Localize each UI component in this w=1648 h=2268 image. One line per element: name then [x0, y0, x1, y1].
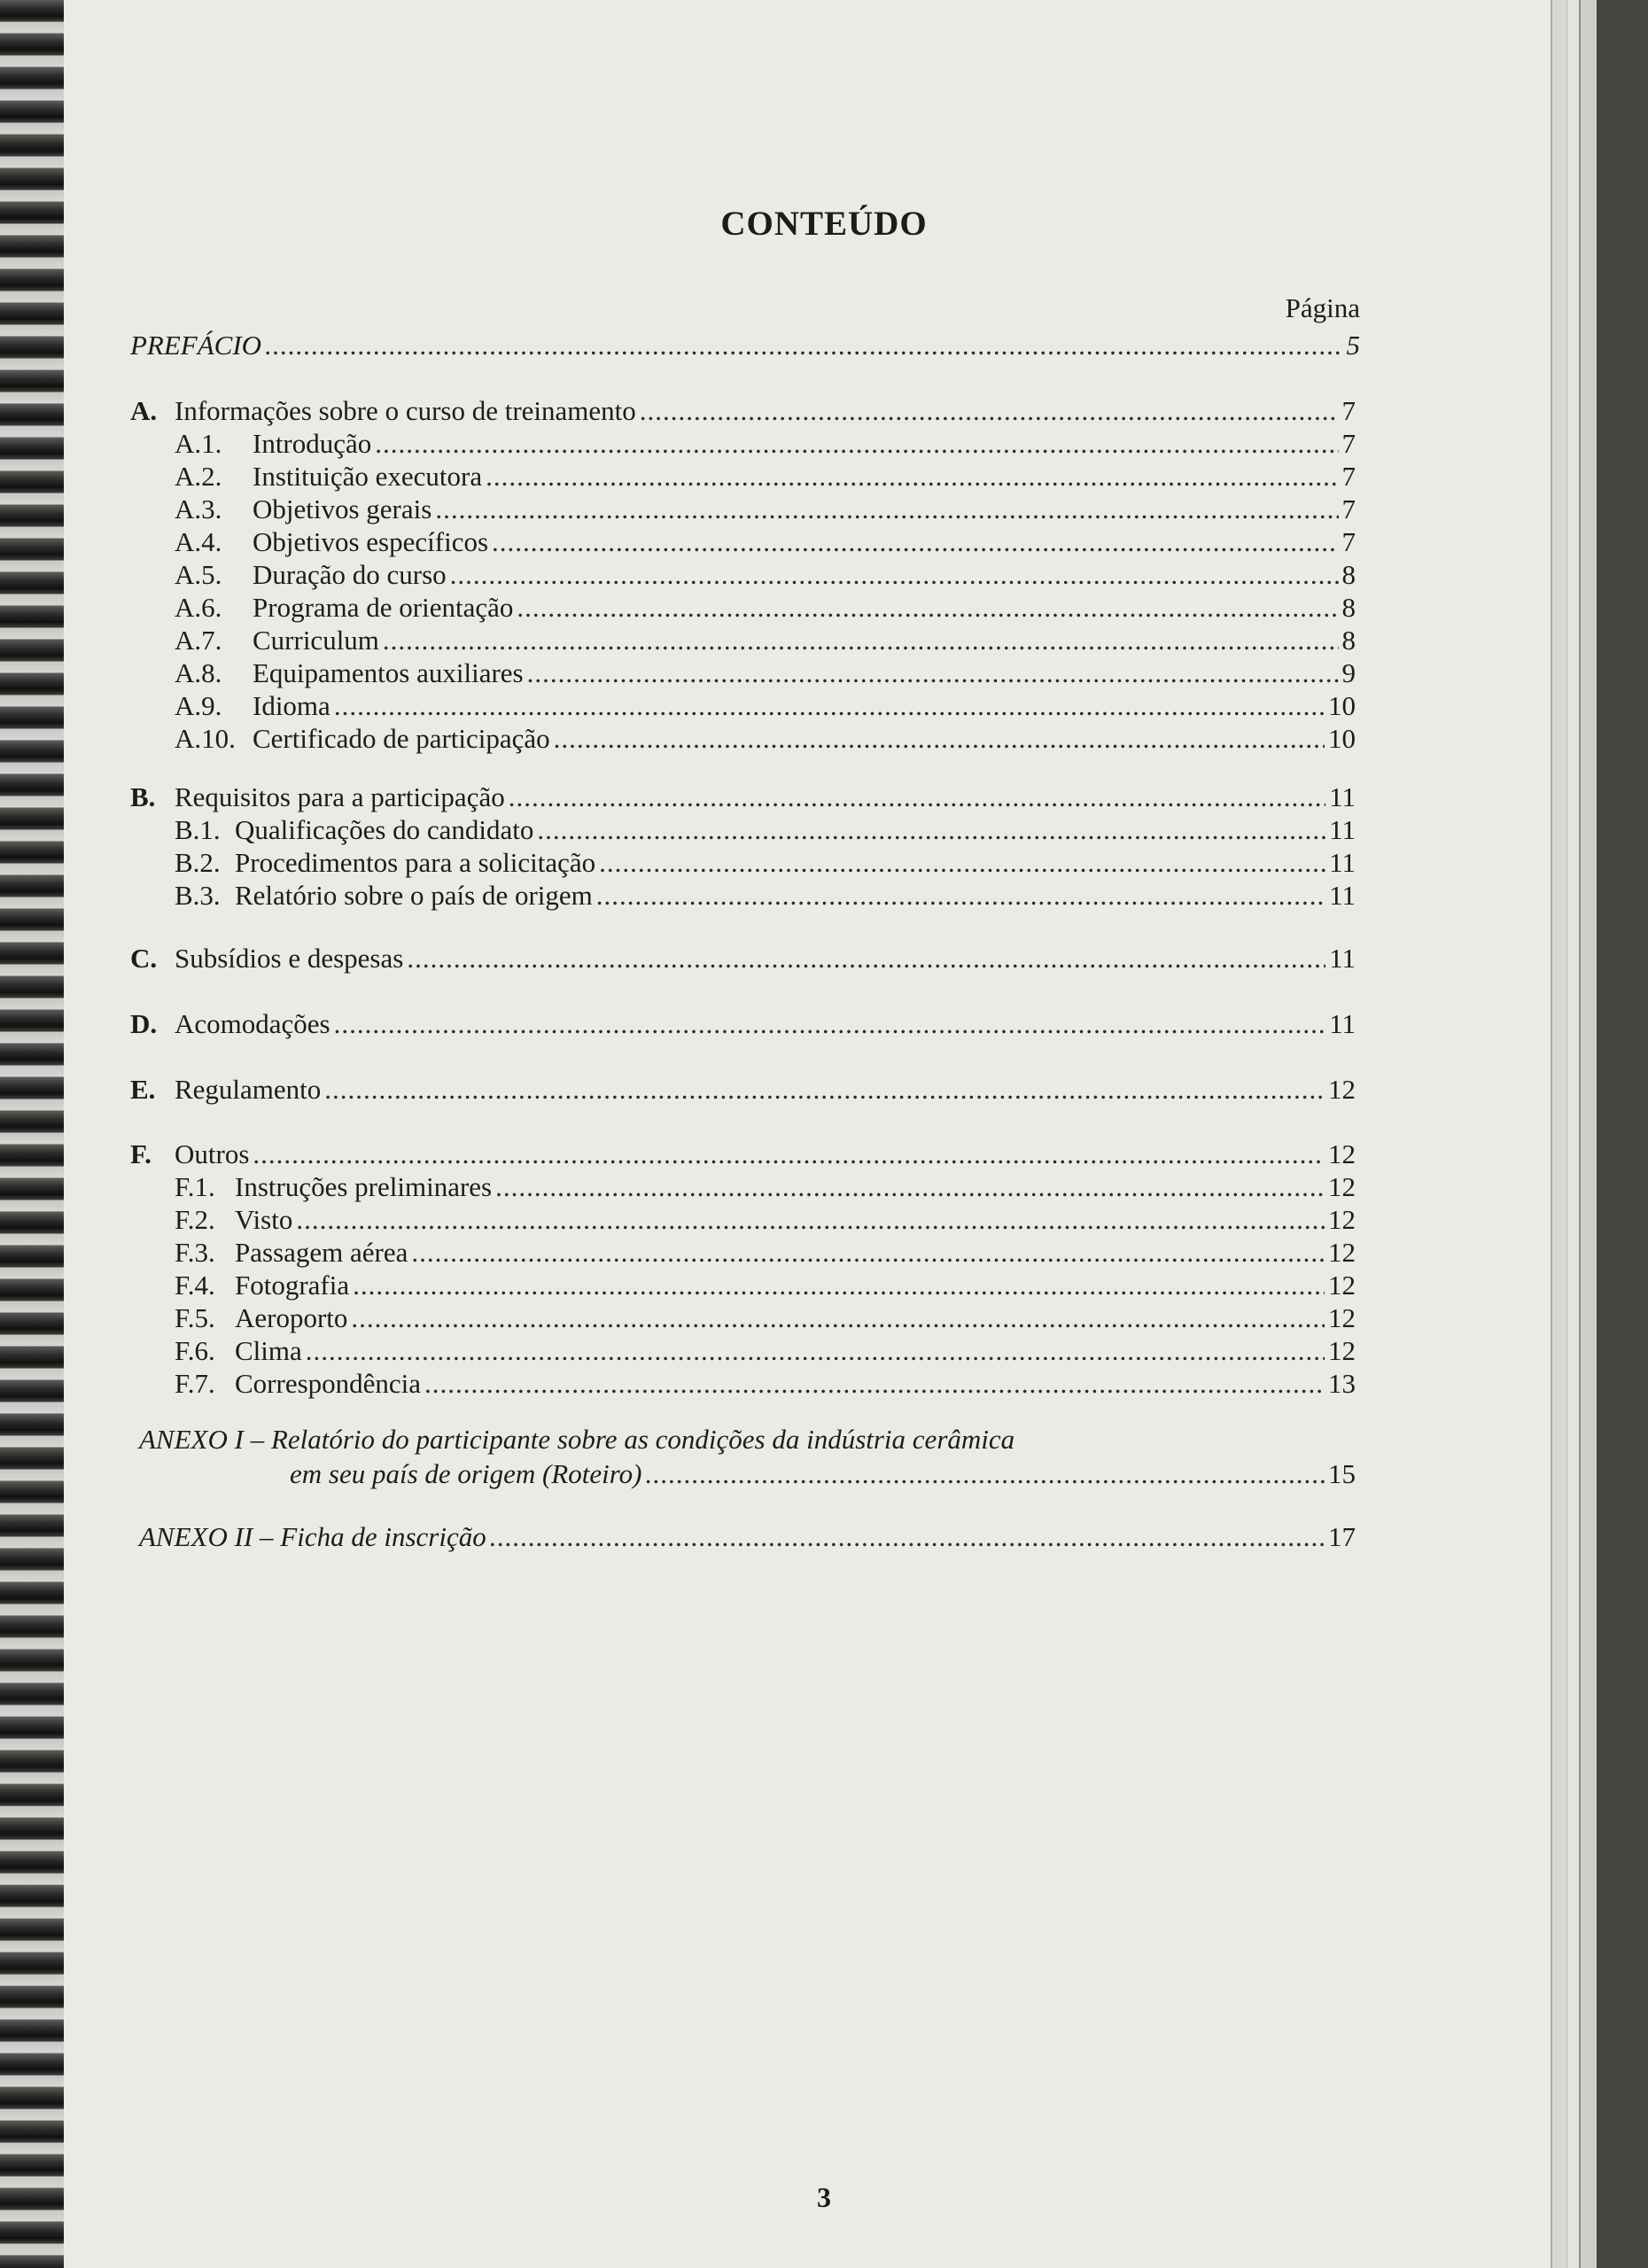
toc-entry-label: Procedimentos para a solicitação — [235, 847, 596, 878]
toc-entry-label: Curriculum — [253, 625, 379, 656]
toc-entry-code: B.3. — [175, 880, 221, 911]
toc-anexo-1 — [139, 1422, 1356, 1457]
toc-entry-code: F.5. — [175, 1302, 215, 1333]
toc-entry-label: Objetivos gerais — [253, 493, 432, 524]
toc-leader — [537, 812, 1325, 848]
toc-entry — [175, 812, 1356, 848]
toc-entry-label: Instruções preliminares — [235, 1171, 493, 1202]
toc-entry-code: A.10. — [175, 723, 236, 754]
toc-entry — [175, 1202, 1356, 1238]
toc-entry — [175, 492, 1356, 527]
toc-entry-label: Clima — [235, 1335, 302, 1366]
toc-leader — [306, 1333, 1325, 1369]
toc-entry-label: Instituição executora — [253, 461, 483, 492]
toc-leader — [645, 1456, 1325, 1492]
toc-leader — [411, 1235, 1325, 1270]
toc-page-number: 12 — [1328, 1270, 1356, 1301]
toc-section-letter: E. — [130, 1074, 156, 1105]
toc-leader — [490, 1519, 1325, 1555]
toc-page-number: 8 — [1341, 559, 1356, 590]
toc-page-number: 12 — [1328, 1171, 1356, 1202]
toc-entry-code: A.1. — [175, 428, 222, 459]
toc-leader — [492, 524, 1338, 560]
toc-page-number: 7 — [1341, 428, 1356, 459]
toc-entry-label: Visto — [235, 1204, 293, 1235]
toc-entry-label: Acomodações — [175, 1008, 330, 1039]
toc-section-letter: C. — [130, 943, 158, 974]
toc-page-number: 11 — [1329, 781, 1356, 812]
toc-entry — [175, 656, 1356, 691]
toc-leader — [296, 1202, 1325, 1238]
toc-page-number: 11 — [1329, 847, 1356, 878]
toc-page-number: 7 — [1341, 493, 1356, 524]
toc-entry-label: Equipamentos auxiliares — [253, 657, 524, 688]
toc-entry — [175, 459, 1356, 494]
toc-section-e — [130, 1072, 1356, 1107]
toc-leader — [527, 656, 1339, 691]
toc-page-number: 11 — [1329, 880, 1356, 911]
toc-entry-label: Aeroporto — [235, 1302, 348, 1333]
toc-entry-code: A.2. — [175, 461, 222, 492]
toc-anexo-1-continuation — [290, 1456, 1356, 1492]
toc-page-number: 8 — [1341, 625, 1356, 656]
toc-entry — [175, 524, 1356, 560]
toc-entry-label: Regulamento — [175, 1074, 322, 1105]
toc-leader — [253, 1137, 1325, 1172]
toc-entry-label: Relatório sobre o país de origem — [235, 880, 593, 911]
toc-leader — [375, 426, 1338, 462]
toc-entry-label: Certificado de participação — [253, 723, 550, 754]
toc-page-number: 9 — [1341, 657, 1356, 688]
page-edge — [1566, 0, 1580, 2268]
toc-entry-label: Passagem aérea — [235, 1237, 408, 1268]
spiral-binding — [0, 0, 71, 2268]
page-edge — [1579, 0, 1598, 2268]
toc-entry-code: F.6. — [175, 1335, 215, 1366]
toc-page-number: 12 — [1328, 1138, 1356, 1169]
page-edge — [1597, 0, 1648, 2268]
toc-leader — [517, 590, 1338, 625]
page-title: CONTEÚDO — [720, 205, 928, 243]
toc-page-number: 11 — [1329, 1008, 1356, 1039]
toc-entry — [175, 1268, 1356, 1303]
toc-leader — [450, 557, 1339, 593]
toc-entry-label: Fotografia — [235, 1270, 350, 1301]
toc-leader — [265, 328, 1342, 363]
toc-entry — [175, 878, 1356, 913]
toc-entry-code: A.3. — [175, 493, 222, 524]
toc-entry-code: A.9. — [175, 690, 222, 721]
toc-entry-code: F.3. — [175, 1237, 215, 1268]
toc-section-letter: A. — [130, 395, 158, 426]
toc-entry-label: em seu país de origem (Roteiro) — [290, 1458, 642, 1489]
toc-leader — [424, 1366, 1325, 1402]
toc-page-number: 11 — [1329, 814, 1356, 845]
toc-entry — [175, 1301, 1356, 1336]
toc-entry — [175, 845, 1356, 881]
toc-entry-code: A.5. — [175, 559, 222, 590]
toc-page-number: 12 — [1328, 1237, 1356, 1268]
page-number: 3 — [817, 2181, 831, 2213]
toc-entry-code: A.8. — [175, 657, 222, 688]
toc-section-b — [130, 780, 1356, 815]
page-column-label: Página — [1285, 292, 1360, 323]
toc-entry-label: Correspondência — [235, 1368, 422, 1399]
toc-entry — [175, 1169, 1356, 1205]
toc-entry-code: B.2. — [175, 847, 221, 878]
page-edge — [1551, 0, 1568, 2268]
toc-entry-code: F.4. — [175, 1270, 215, 1301]
toc-entry — [175, 590, 1356, 625]
toc-entry — [175, 426, 1356, 462]
toc-section-f — [130, 1137, 1356, 1172]
toc-leader — [353, 1268, 1325, 1303]
toc-page-number: 15 — [1328, 1458, 1356, 1489]
toc-section-letter: D. — [130, 1008, 158, 1039]
toc-entry-code: A.4. — [175, 526, 222, 557]
toc-entry-label: Duração do curso — [253, 559, 447, 590]
toc-leader — [640, 393, 1339, 429]
toc-leader — [334, 688, 1325, 724]
toc-entry — [175, 1333, 1356, 1369]
toc-entry-label: Qualificações do candidato — [235, 814, 534, 845]
toc-section-d — [130, 1006, 1356, 1042]
toc-entry-code: A.7. — [175, 625, 222, 656]
toc-leader — [324, 1072, 1325, 1107]
toc-entry-label: Outros — [175, 1138, 250, 1169]
toc-entry — [175, 721, 1356, 757]
toc-entry-code: B.1. — [175, 814, 221, 845]
toc-leader — [554, 721, 1325, 757]
toc-entry — [175, 1235, 1356, 1270]
toc-entry-code: F.2. — [175, 1204, 215, 1235]
toc-leader — [486, 459, 1338, 494]
toc-entry — [175, 1366, 1356, 1402]
toc-entry-label: PREFÁCIO — [130, 330, 262, 361]
toc-leader — [334, 1006, 1326, 1042]
toc-page-number: 7 — [1341, 461, 1356, 492]
toc-entry-prefacio — [130, 328, 1360, 363]
toc-entry-code: F.1. — [175, 1171, 215, 1202]
toc-page-number: 12 — [1328, 1074, 1356, 1105]
toc-leader — [596, 878, 1325, 913]
toc-entry-label: ANEXO II – Ficha de inscrição — [139, 1521, 486, 1552]
toc-page-number: 13 — [1328, 1368, 1356, 1399]
toc-page-number: 10 — [1328, 690, 1356, 721]
toc-entry-label: Introdução — [253, 428, 372, 459]
toc-entry-label: Objetivos específicos — [253, 526, 489, 557]
toc-page-number: 7 — [1341, 526, 1356, 557]
toc-page-number: 8 — [1341, 592, 1356, 623]
toc-page-number: 10 — [1328, 723, 1356, 754]
toc-section-letter: B. — [130, 781, 156, 812]
toc-anexo-2 — [139, 1519, 1356, 1555]
toc-entry-code: A.6. — [175, 592, 222, 623]
toc-section-a — [130, 393, 1356, 429]
toc-leader — [351, 1301, 1325, 1336]
toc-entry-label: ANEXO I – Relatório do participante sobre as condições da indústria cerâmica — [139, 1424, 1015, 1455]
toc-leader — [495, 1169, 1325, 1205]
toc-page-number: 7 — [1341, 395, 1356, 426]
toc-section-c — [130, 941, 1356, 976]
toc-page-number: 12 — [1328, 1204, 1356, 1235]
toc-leader — [435, 492, 1338, 527]
toc-entry — [175, 557, 1356, 593]
toc-entry-label: Subsídios e despesas — [175, 943, 404, 974]
toc-page-number: 11 — [1329, 943, 1356, 974]
toc-page-number: 5 — [1346, 330, 1360, 361]
toc-entry-label: Informações sobre o curso de treinamento — [175, 395, 636, 426]
toc-entry-code: F.7. — [175, 1368, 215, 1399]
toc-page-number: 12 — [1328, 1335, 1356, 1366]
toc-leader — [383, 623, 1339, 658]
toc-leader — [599, 845, 1325, 881]
toc-page-number: 12 — [1328, 1302, 1356, 1333]
toc-entry — [175, 688, 1356, 724]
toc-entry-label: Programa de orientação — [253, 592, 514, 623]
toc-entry-label: Idioma — [253, 690, 330, 721]
toc-page-number: 17 — [1328, 1521, 1356, 1552]
toc-leader — [407, 941, 1325, 976]
toc-entry — [175, 623, 1356, 658]
toc-entry-label: Requisitos para a participação — [175, 781, 505, 812]
toc-leader — [509, 780, 1325, 815]
toc-section-letter: F. — [130, 1138, 152, 1169]
